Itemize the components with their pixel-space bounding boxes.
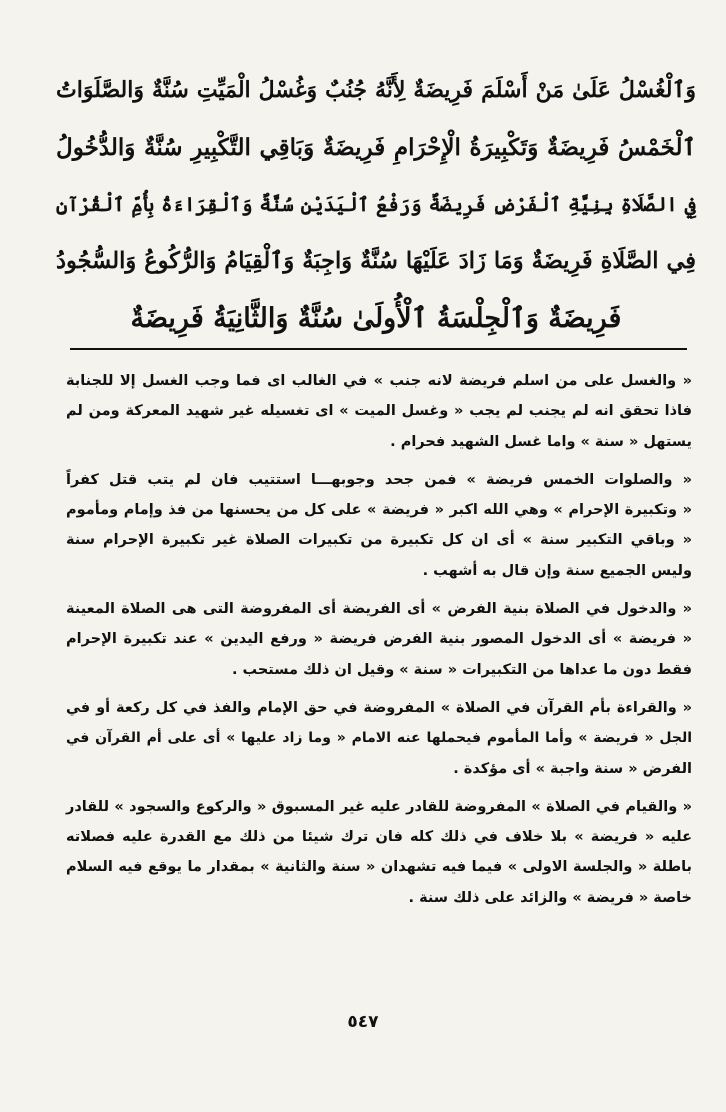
commentary-line: وليس الجميع سنة وإن قال به أشهب . <box>422 562 692 579</box>
commentary-line: « وباقي التكبير سنة » أى ان كل تكبيرة من تكبيرات الصلاة غير تكبيرة الإحرام سنة <box>66 532 692 549</box>
commentary-line: « والقراءة بأم القرآن في الصلاة » المفروضة في حق الإمام والفذ في كل ركعة أو في <box>66 699 692 716</box>
commentary-line: يستهل « سنة » واما غسل الشهيد فحرام . <box>390 433 692 450</box>
page-number: ٥٤٧ <box>347 1012 379 1032</box>
verse-text <box>56 62 696 347</box>
commentary-line: « والقيام في الصلاة » المفروضة للقادر عليه غير المسبوق « والركوع والسجود » للقادر <box>66 798 692 815</box>
commentary-paragraph <box>66 465 692 586</box>
commentary-line: « والغسل على من اسلم فريضة لانه جنب » في الغالب اى فما وجب الغسل إلا للجنابة <box>66 373 692 389</box>
verse-line: وَٱلْغُسْلُ عَلَىٰ مَنْ أَسْلَمَ فَرِيضَةٌ لِأَنَّهُ جُنُبٌ وَغُسْلُ الْمَيِّتِ سُنَّةٌ وَالصَّلَوَاتُ <box>56 77 696 103</box>
verse-line: فَرِيضَةٌ وَٱلْجِلْسَةُ ٱلْأُولَىٰ سُنَّةٌ وَالثَّانِيَةُ فَرِيضَةٌ <box>130 303 622 334</box>
commentary <box>66 366 692 921</box>
commentary-paragraph <box>66 792 692 913</box>
commentary-line: الجل « فريضة » وأما المأموم فيحملها عنه الامام « وما زاد عليها » أى على أم القرآن في <box>66 730 692 747</box>
commentary-line: « والصلوات الخمس فريضة » فمن جحد وجوبهـــا استتيب فان لم يتب قتل كفراً <box>66 471 692 488</box>
verse-line: فِي الصَّلَاةِ بِنِيَّةِ ٱلْفَرْضِ فَرِيضَةٌ وَرَفْعُ ٱلْيَدَيْنِ سُنَّةٌ وَٱلْقِرَاءَةُ بِأُمِّ ٱلْقُرْآنِ <box>56 193 696 216</box>
commentary-line: « فريضة » أى الدخول المصور بنية الفرض فريضة « ورفع اليدين » عند تكبيرة الإحرام <box>66 631 692 648</box>
commentary-paragraph <box>66 366 692 457</box>
commentary-line: باطلة « والجلسة الاولى » فيما فيه تشهدان « سنة والثانية » بمقدار ما يوقع فيه السلام <box>66 859 692 876</box>
commentary-line: فاذا تحقق انه لم يجنب لم يجب « وغسل الميت » اى تغسيله غير شهيد المعركة ومن لم <box>66 403 692 420</box>
commentary-line: الفرض « سنة واجبة » أى مؤكدة . <box>453 760 692 777</box>
verse-line: ٱلْخَمْسُ فَرِيضَةٌ وَتَكْبِيرَةُ الْإِحْرَامِ فَرِيضَةٌ وَبَاقِي التَّكْبِيرِ سُنَّةٌ وَالدُّخُولُ <box>56 134 696 161</box>
commentary-paragraph <box>66 594 692 685</box>
commentary-paragraph <box>66 693 692 784</box>
divider-line <box>70 348 687 350</box>
commentary-line: خاصة « فريضة » والزائد على ذلك سنة . <box>408 889 692 906</box>
commentary-line: « وتكبيرة الإحرام » وهي الله اكبر « فريضة » على كل من يحسنها من فذ وإمام ومأموم <box>66 502 692 519</box>
commentary-line: عليه « فريضة » بلا خلاف في ذلك كله فان ترك شيئا من ذلك مع القدرة عليه فصلاته <box>66 829 692 846</box>
commentary-line: « والدخول في الصلاة بنية الفرض » أى الفريضة أى المفروضة التى هى الصلاة المعينة <box>66 601 692 618</box>
commentary-line: فقط دون ما عداها من التكبيرات « سنة » وقيل ان ذلك مستحب . <box>231 661 692 678</box>
verse-line: فِي الصَّلَاةِ فَرِيضَةٌ وَمَا زَادَ عَلَيْهَا سُنَّةٌ وَاجِبَةٌ وَٱلْقِيَامُ وَالرُّكُوعُ وَالسُّجُودُ <box>56 248 696 274</box>
